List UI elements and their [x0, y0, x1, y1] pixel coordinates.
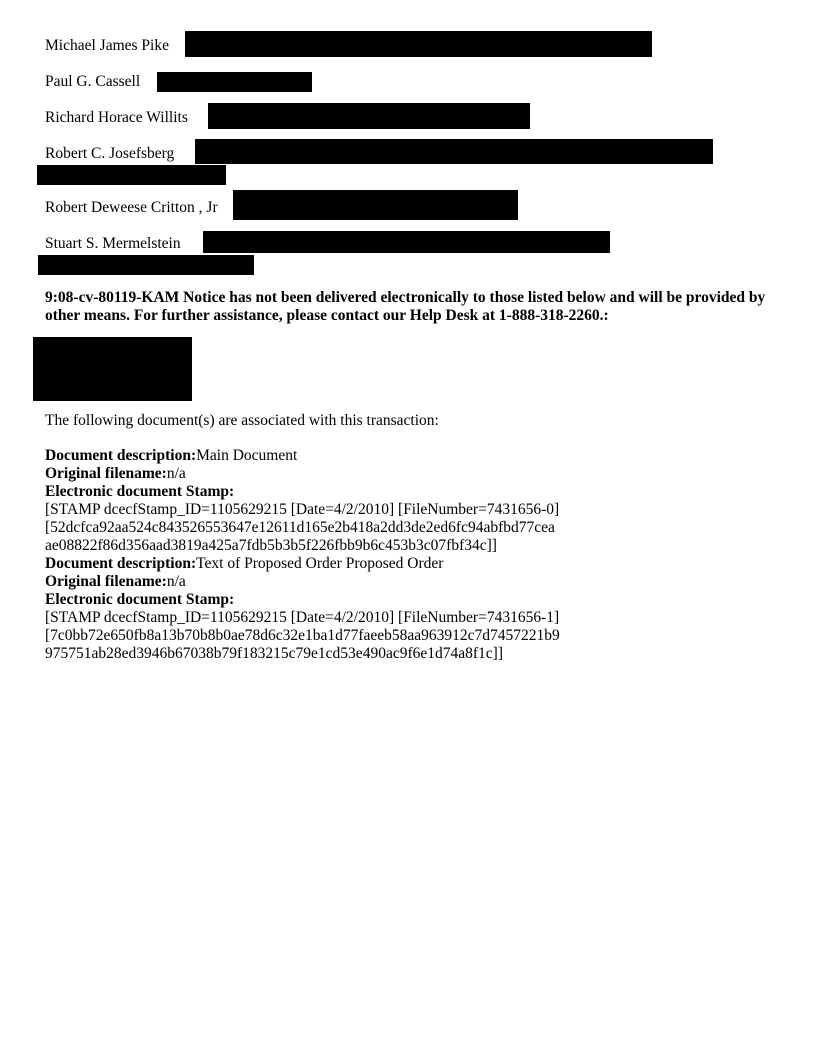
stamp-label: Electronic document Stamp:	[45, 483, 235, 500]
document-description-label: Document description:	[45, 447, 197, 464]
original-filename-row	[45, 465, 785, 483]
documents-list	[45, 447, 785, 663]
original-filename-label: Original filename:	[45, 465, 167, 482]
original-filename: n/a	[166, 573, 186, 590]
recipient-name: Michael James Pike	[45, 37, 169, 54]
stamp-line: ae08822f86d356aad3819a425a7fdb5b3b5f226fbb9b6c453b3c07fbf34c]]	[45, 537, 497, 554]
recipient-name: Robert C. Josefsberg	[45, 145, 175, 162]
document-description: Main Document	[196, 447, 298, 464]
redaction-box	[38, 255, 254, 275]
redaction-box	[208, 103, 530, 129]
recipient-name: Stuart S. Mermelstein	[45, 235, 181, 252]
document-description-row	[45, 447, 785, 465]
associated-documents-heading: The following document(s) are associated with this transaction:	[45, 412, 439, 429]
redaction-box	[33, 337, 192, 401]
redaction-box	[195, 139, 713, 164]
original-filename-label: Original filename:	[45, 573, 167, 590]
stamp-line: [52dcfca92aa524c843526553647e12611d165e2b418a2dd3de2ed6fc94abfbd77cea	[45, 519, 555, 536]
redaction-box	[233, 190, 518, 220]
notice-text: 9:08-cv-80119-KAM Notice has not been delivered electronically to those listed below and will be provided by other means. For further assistance, please contact our Help Desk at 1-888-318-2260.:	[45, 289, 766, 324]
recipient-name: Paul G. Cassell	[45, 73, 141, 90]
redaction-box	[185, 31, 652, 57]
document-description: Text of Proposed Order Proposed Order	[196, 555, 444, 572]
document-description-row	[45, 555, 785, 573]
stamp-line: [STAMP dcecfStamp_ID=1105629215 [Date=4/2/2010] [FileNumber=7431656-0]	[45, 501, 560, 518]
redaction-box	[203, 231, 610, 253]
redaction-box	[157, 72, 312, 92]
stamp-label: Electronic document Stamp:	[45, 591, 235, 608]
stamp-line: [7c0bb72e650fb8a13b70b8b0ae78d6c32e1ba1d77faeeb58aa963912c7d7457221b9	[45, 627, 560, 644]
recipient-name: Robert Deweese Critton , Jr	[45, 199, 218, 216]
stamp-line: 975751ab28ed3946b67038b79f183215c79e1cd53e490ac9f6e1d74a8f1c]]	[45, 645, 503, 662]
original-filename: n/a	[166, 465, 186, 482]
document-description-label: Document description:	[45, 555, 197, 572]
stamp-line: [STAMP dcecfStamp_ID=1105629215 [Date=4/2/2010] [FileNumber=7431656-1]	[45, 609, 560, 626]
recipient-name: Richard Horace Willits	[45, 109, 188, 126]
original-filename-row	[45, 573, 785, 591]
redaction-box	[37, 165, 226, 185]
